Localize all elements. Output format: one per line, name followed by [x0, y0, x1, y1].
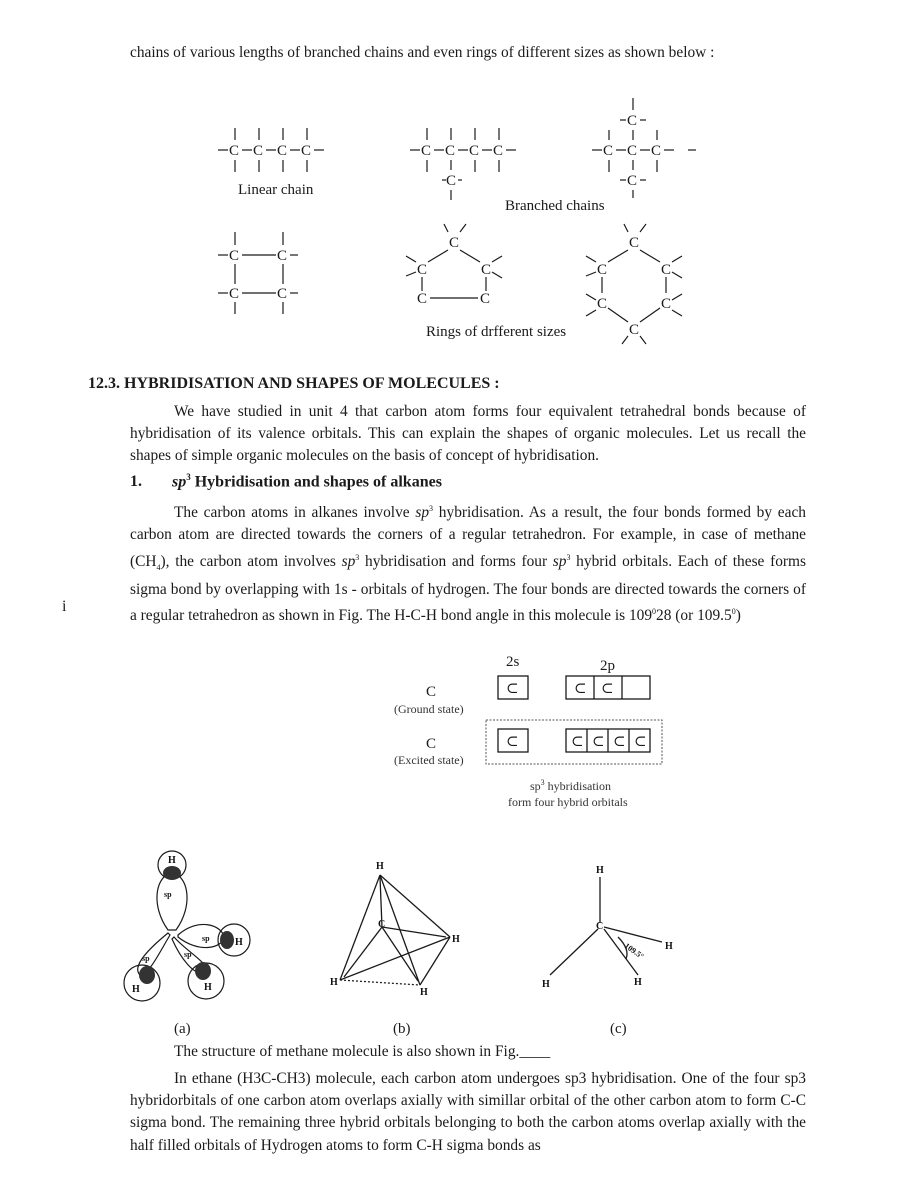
electron-2p-ground: ⊂: [574, 681, 587, 697]
excited-state-label: (Excited state): [394, 753, 464, 767]
atom-c: C: [277, 286, 288, 302]
para2-part: ): [735, 607, 741, 625]
atom-c: C: [597, 296, 608, 312]
sub-4: 4: [156, 562, 161, 572]
sp-text: sp: [530, 779, 541, 793]
section-number: 12.3.: [88, 375, 120, 392]
electron-2p-excited: ⊂: [613, 734, 626, 750]
paragraph-methane-structure: [130, 1041, 806, 1063]
sup-3: 3: [540, 778, 545, 787]
atom-c-excited: C: [426, 736, 437, 752]
c-label: C: [596, 921, 604, 932]
para3-text: The structure of methane molecule is also shown in Fig.____: [174, 1043, 551, 1060]
para2-part: 28 (or 109.5: [656, 607, 732, 625]
atom-c: C: [661, 296, 672, 312]
electron-2p-excited: ⊂: [634, 734, 647, 750]
atom-c: C: [629, 322, 640, 338]
sup-3: 3: [355, 552, 360, 562]
hybridisation-caption-1: [530, 778, 611, 793]
rings-label: Rings of drfferent sizes: [426, 324, 567, 340]
atom-c: C: [417, 291, 428, 307]
sp-italic: sp: [341, 552, 356, 570]
para1-text: We have studied in unit 4 that carbon atom forms four equivalent tetrahedral bonds because of hybridisation of its valence orbitals. This can explain the shapes of organic molecules. Let us recall the shapes of simple organic molecules on the basis of concept of hybridisation.: [130, 403, 806, 465]
h-label: H: [542, 979, 550, 990]
electron-2s-ground: ⊂: [506, 681, 519, 697]
label-2p: 2p: [600, 658, 615, 674]
fig-a-label: (a): [174, 1021, 191, 1037]
atom-c: C: [661, 262, 672, 278]
para2-part: The carbon atoms in alkanes involve: [174, 504, 416, 522]
electron-2p-excited: ⊂: [592, 734, 605, 750]
atom-c: C: [445, 143, 456, 159]
h-label: H: [452, 934, 460, 945]
degree-mark: 0: [731, 607, 736, 617]
paragraph-alkanes: [130, 498, 806, 627]
para2-part: ), the carbon atom involves: [160, 552, 342, 570]
electron-2p-excited: ⊂: [571, 734, 584, 750]
h-label: H: [132, 984, 140, 995]
atom-c-ground: C: [426, 684, 437, 700]
subsection-title: Hybridisation and shapes of alkanes: [190, 473, 442, 491]
atom-c: C: [449, 235, 460, 251]
bond-angle-label: 109.5°: [622, 941, 646, 961]
atom-c: C: [651, 143, 662, 159]
atom-c: C: [253, 143, 264, 159]
h-label: H: [420, 987, 428, 998]
subsection-heading: [130, 472, 442, 491]
atom-c: C: [469, 143, 480, 159]
atom-c: C: [627, 143, 638, 159]
h-label: H: [596, 865, 604, 876]
atom-c: C: [417, 262, 428, 278]
section-heading: [88, 375, 500, 393]
subsection-number: 1.: [130, 473, 142, 491]
ground-state-label: (Ground state): [394, 702, 464, 716]
methane-figures: [110, 845, 710, 1040]
atom-c: C: [229, 248, 240, 264]
atom-c: C: [493, 143, 504, 159]
section-title: HYBRIDISATION AND SHAPES OF MOLECULES :: [124, 375, 500, 392]
atom-c: C: [421, 143, 432, 159]
para2-part: hybridisation and forms four: [359, 552, 553, 570]
sup-3: 3: [186, 472, 191, 482]
paragraph-ethane: [130, 1068, 806, 1157]
para2-part: hybridisation. As a result, the four bonds formed by each carbon atom are directed towards the corners of a regular tetrahedron. For example, in case of methane (CH: [130, 504, 806, 570]
sp-italic: sp: [172, 473, 187, 491]
margin-mark: i: [62, 598, 67, 615]
h-label: H: [235, 937, 243, 948]
hyb-text: hybridisation: [544, 779, 611, 793]
linear-chain-label: Linear chain: [238, 182, 314, 198]
h-label: H: [330, 977, 338, 988]
h-label: H: [634, 977, 642, 988]
h-label: H: [376, 861, 384, 872]
hybridisation-caption-2: form four hybrid orbitals: [508, 795, 628, 809]
c-label: C: [378, 919, 386, 930]
para2-part: hybrid orbitals. Each of these forms sigma bond by overlapping with 1s - orbitals of hydrogen. The four bonds are directed towards the corners of a regular tetrahedron as shown in Fig. The H-C-H bond angle in this molecule is 109: [130, 552, 806, 625]
orbital-diagram: [380, 650, 680, 815]
degree-mark: 0: [652, 607, 657, 617]
atom-c: C: [446, 173, 457, 189]
atom-c: C: [627, 113, 638, 129]
para4-text: In ethane (H3C-CH3) molecule, each carbon atom undergoes sp3 hybridisation. One of the four sp3 hybridorbitals of one carbon atom overlaps axially with simillar orbital of the other carbon atom to form C-C sigma bond. The remaining three hybrid orbitals belonging to both the carbon atoms overlap axially with the half filled orbitals of Hydrogen atoms to form C-H sigma bonds as: [130, 1070, 806, 1154]
atom-c: C: [627, 173, 638, 189]
fig-c-label: (c): [610, 1021, 627, 1037]
carbon-chains-figure: [200, 90, 700, 360]
sp3-label: sp: [142, 954, 150, 963]
electron-2s-excited: ⊂: [506, 734, 519, 750]
intro-text: chains of various lengths of branched chains and even rings of different sizes as shown below :: [130, 44, 715, 61]
atom-c: C: [629, 235, 640, 251]
atom-c: C: [277, 248, 288, 264]
atom-c: C: [229, 143, 240, 159]
h-label: H: [665, 941, 673, 952]
atom-c: C: [597, 262, 608, 278]
label-2s: 2s: [506, 654, 520, 670]
h-label: H: [168, 855, 176, 866]
sup-3: 3: [429, 504, 434, 513]
atom-c: C: [603, 143, 614, 159]
fig-b-label: (b): [393, 1021, 411, 1037]
sp-italic: sp: [552, 552, 567, 570]
atom-c: C: [480, 291, 491, 307]
atom-c: C: [481, 262, 492, 278]
electron-2p-ground: ⊂: [601, 681, 614, 697]
sp3-label: sp: [184, 950, 192, 959]
paragraph-hybridisation-intro: [130, 401, 806, 468]
sp3-label: sp: [164, 890, 172, 899]
h-label: H: [204, 982, 212, 993]
branched-chains-label: Branched chains: [505, 198, 605, 214]
atom-c: C: [229, 286, 240, 302]
atom-c: C: [301, 143, 312, 159]
sup-3: 3: [566, 552, 571, 562]
atom-c: C: [277, 143, 288, 159]
sp3-label: sp: [202, 934, 210, 943]
sp-italic: sp: [415, 504, 430, 522]
